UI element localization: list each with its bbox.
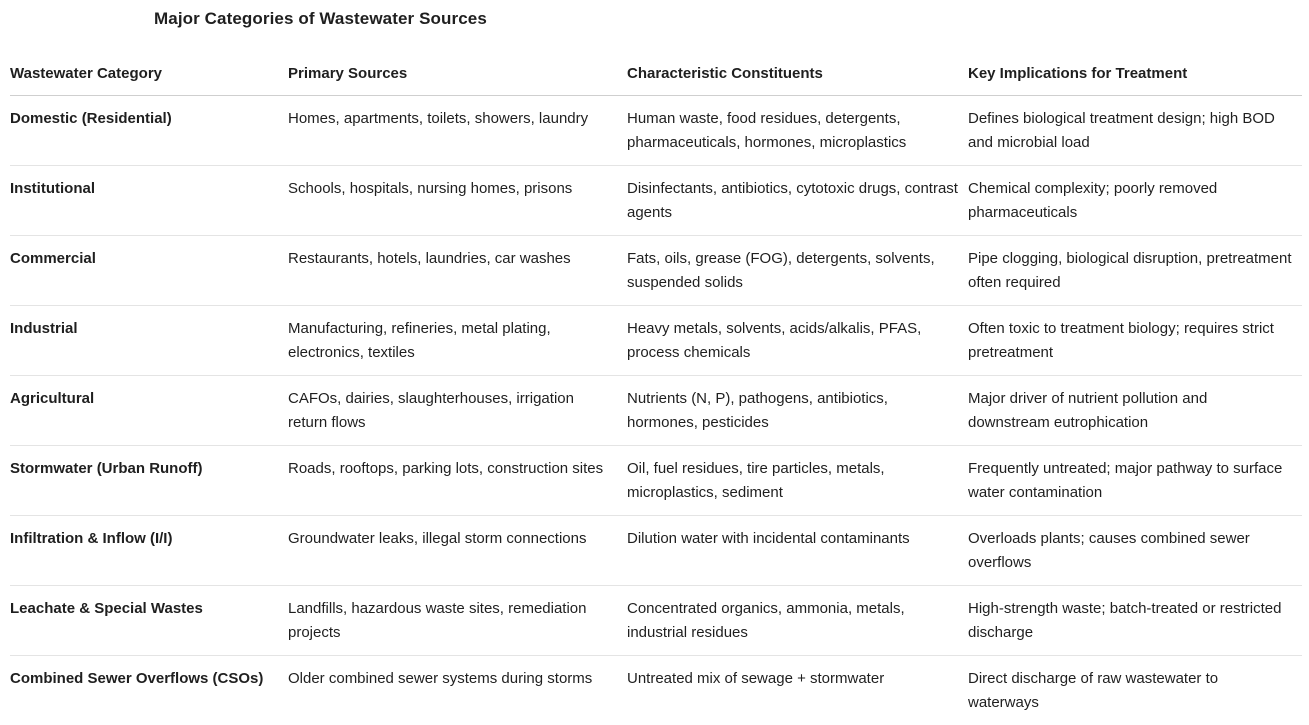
cell-sources [288,96,627,166]
cell-constituents [627,376,968,446]
implications-text: Pipe clogging, biological disruption, pretreatment often required [968,236,1302,295]
implications-text: Defines biological treatment design; high BOD and microbial load [968,96,1302,155]
category-text: Leachate & Special Wastes [10,586,288,621]
table-row [10,236,1302,306]
constituents-text: Nutrients (N, P), pathogens, antibiotics, hormones, pesticides [627,376,968,435]
sources-text: Landfills, hazardous waste sites, remediation projects [288,586,627,645]
table-row [10,96,1302,166]
cell-sources [288,446,627,516]
sources-text: Homes, apartments, toilets, showers, laundry [288,96,627,131]
cell-sources [288,586,627,656]
constituents-text: Heavy metals, solvents, acids/alkalis, PFAS, process chemicals [627,306,968,365]
implications-text: Overloads plants; causes combined sewer overflows [968,516,1302,575]
cell-category [10,516,288,586]
wastewater-sources-table [10,52,1302,725]
cell-category [10,236,288,306]
implications-text: Chemical complexity; poorly removed pharmaceuticals [968,166,1302,225]
cell-implications [968,236,1302,306]
implications-text: Major driver of nutrient pollution and downstream eutrophication [968,376,1302,435]
sources-text: Roads, rooftops, parking lots, construction sites [288,446,627,481]
cell-constituents [627,656,968,725]
cell-sources [288,656,627,725]
table-row [10,586,1302,656]
constituents-text: Oil, fuel residues, tire particles, metals, microplastics, sediment [627,446,968,505]
cell-sources [288,306,627,376]
table-row [10,656,1302,725]
table-row [10,166,1302,236]
table-row [10,446,1302,516]
cell-sources [288,376,627,446]
table-row [10,376,1302,446]
table-body [10,96,1302,725]
implications-text: Often toxic to treatment biology; requires strict pretreatment [968,306,1302,365]
constituents-text: Fats, oils, grease (FOG), detergents, solvents, suspended solids [627,236,968,295]
cell-category [10,656,288,725]
category-text: Agricultural [10,376,288,411]
cell-implications [968,306,1302,376]
category-text: Industrial [10,306,288,341]
header-constituents: Characteristic Constituents [627,52,968,96]
header-category: Wastewater Category [10,52,288,96]
cell-constituents [627,96,968,166]
constituents-text: Concentrated organics, ammonia, metals, industrial residues [627,586,968,645]
sources-text: Older combined sewer systems during storms [288,656,627,691]
cell-implications [968,656,1302,725]
cell-implications [968,446,1302,516]
header-implications: Key Implications for Treatment [968,52,1302,96]
constituents-text: Untreated mix of sewage + stormwater [627,656,968,691]
sources-text: Groundwater leaks, illegal storm connections [288,516,627,551]
table-row [10,306,1302,376]
category-text: Commercial [10,236,288,271]
cell-constituents [627,236,968,306]
constituents-text: Dilution water with incidental contaminants [627,516,968,551]
sources-text: Manufacturing, refineries, metal plating, electronics, textiles [288,306,627,365]
table-row [10,516,1302,586]
cell-category [10,446,288,516]
cell-constituents [627,586,968,656]
implications-text: High-strength waste; batch-treated or restricted discharge [968,586,1302,645]
implications-text: Frequently untreated; major pathway to surface water contamination [968,446,1302,505]
category-text: Combined Sewer Overflows (CSOs) [10,656,288,691]
table-title: Major Categories of Wastewater Sources [154,9,487,29]
cell-sources [288,516,627,586]
cell-constituents [627,516,968,586]
cell-implications [968,516,1302,586]
category-text: Stormwater (Urban Runoff) [10,446,288,481]
cell-implications [968,376,1302,446]
cell-category [10,96,288,166]
cell-category [10,306,288,376]
cell-sources [288,166,627,236]
constituents-text: Disinfectants, antibiotics, cytotoxic drugs, contrast agents [627,166,968,225]
cell-implications [968,96,1302,166]
cell-constituents [627,306,968,376]
cell-implications [968,586,1302,656]
table-header [10,52,1302,96]
cell-category [10,586,288,656]
cell-sources [288,236,627,306]
cell-category [10,166,288,236]
sources-text: Schools, hospitals, nursing homes, prisons [288,166,627,201]
constituents-text: Human waste, food residues, detergents, pharmaceuticals, hormones, microplastics [627,96,968,155]
header-sources: Primary Sources [288,52,627,96]
implications-text: Direct discharge of raw wastewater to waterways [968,656,1302,715]
header-row [10,52,1302,96]
sources-text: Restaurants, hotels, laundries, car washes [288,236,627,271]
sources-text: CAFOs, dairies, slaughterhouses, irrigation return flows [288,376,627,435]
cell-category [10,376,288,446]
category-text: Institutional [10,166,288,201]
cell-constituents [627,166,968,236]
category-text: Infiltration & Inflow (I/I) [10,516,288,551]
cell-implications [968,166,1302,236]
category-text: Domestic (Residential) [10,96,288,131]
cell-constituents [627,446,968,516]
